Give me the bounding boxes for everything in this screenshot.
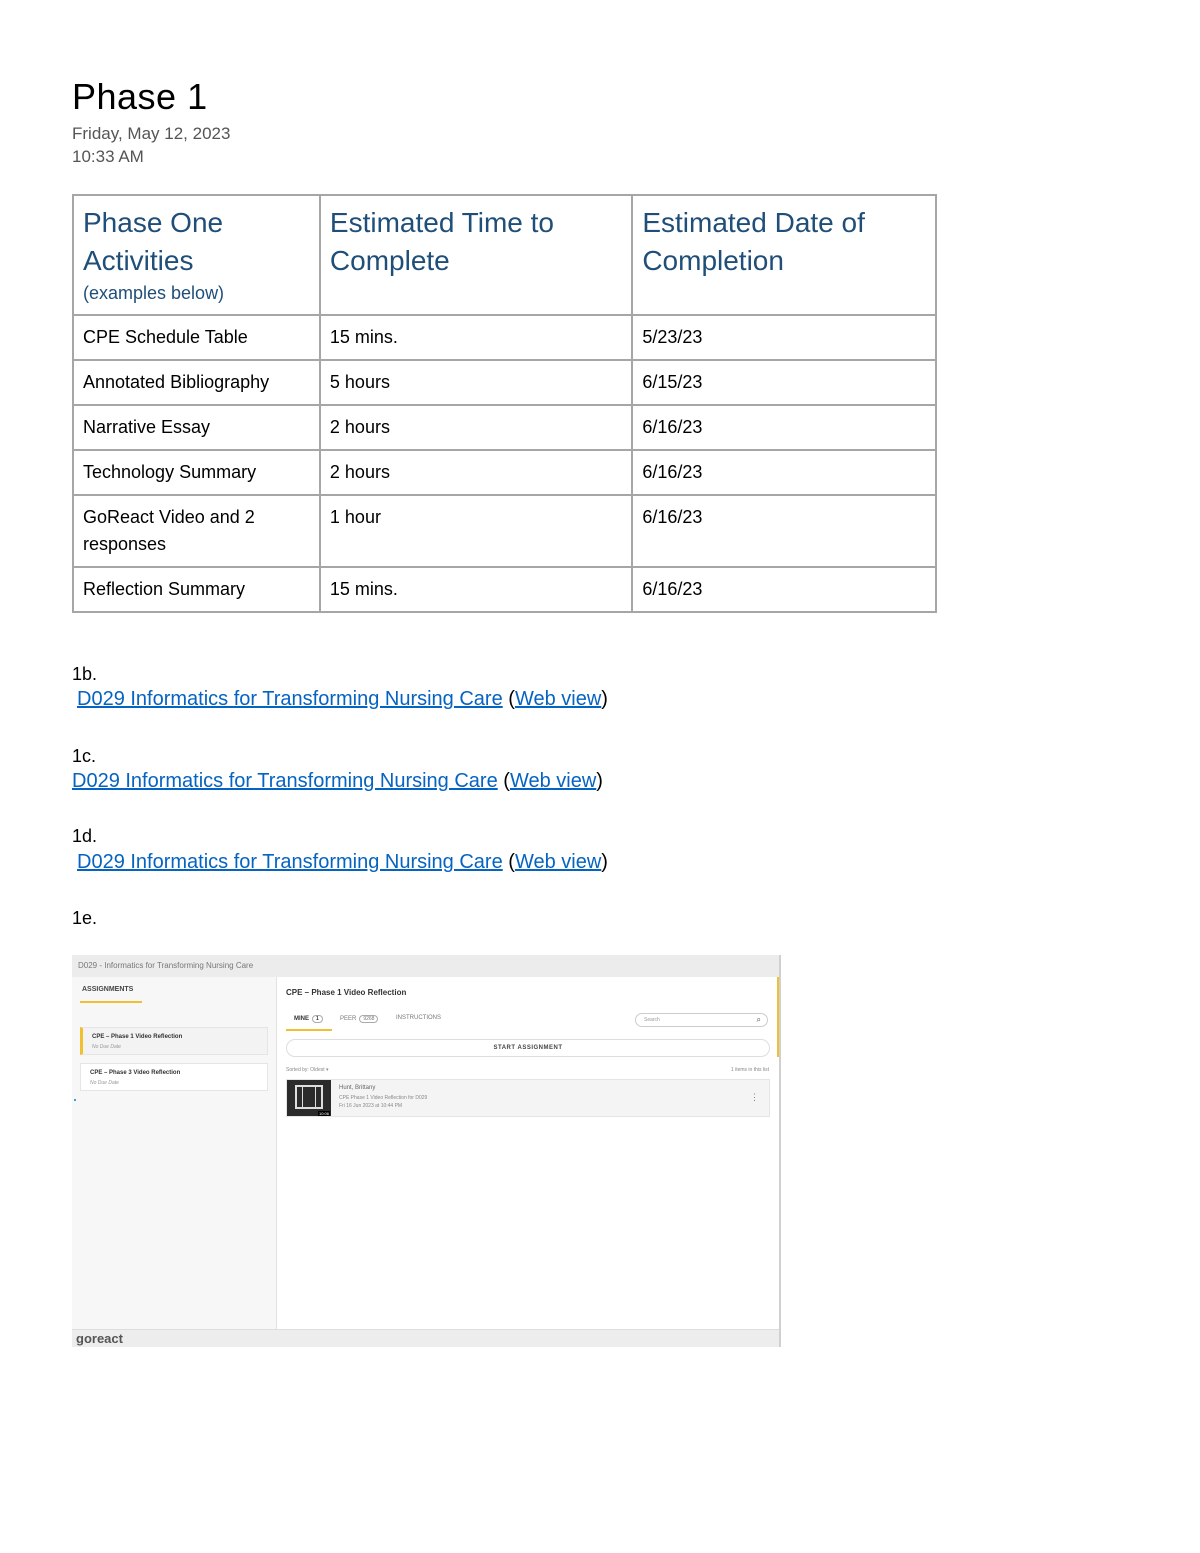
section-1d-open-paren: ( [508, 851, 515, 873]
tab-mine-count: 1 [312, 1015, 323, 1023]
goreact-screenshot [72, 955, 781, 1347]
section-1b-web-view-link[interactable]: Web view [514, 688, 602, 710]
assignment-item[interactable] [80, 1027, 268, 1055]
submitter-name: Hunt, Brittany [339, 1085, 376, 1091]
header-activities-sub: (examples below) [83, 283, 225, 303]
cell-time: 2 hours [320, 405, 632, 450]
cell-date: 6/15/23 [632, 360, 936, 405]
cell-time: 15 mins. [320, 315, 632, 360]
cell-date: 6/16/23 [632, 495, 936, 567]
items-count: 1 items in this list [730, 1067, 769, 1073]
tab-peer[interactable] [340, 1015, 378, 1023]
assignments-tab-underline [80, 1001, 142, 1003]
cell-activity: GoReact Video and 2 responses [73, 495, 320, 567]
video-thumbnail[interactable] [287, 1080, 331, 1116]
tab-mine-underline [286, 1029, 332, 1031]
tab-peer-label: PEER [340, 1016, 357, 1022]
cell-activity: Annotated Bibliography [73, 360, 320, 405]
table-row [73, 360, 936, 405]
assignment-due: No Due Date [90, 1080, 119, 1086]
assignment-title: CPE – Phase 3 Video Reflection [90, 1070, 181, 1076]
header-date: Estimated Date of Completion [632, 195, 936, 315]
section-1e-label: 1e. [72, 908, 98, 928]
section-1c-course-link[interactable]: D029 Informatics for Transforming Nursing Care [72, 770, 498, 792]
cell-date: 6/16/23 [632, 567, 936, 612]
table-row [73, 495, 936, 567]
assignment-title: CPE – Phase 1 Video Reflection [92, 1034, 183, 1040]
cell-activity: CPE Schedule Table [73, 315, 320, 360]
section-1b-links [77, 688, 608, 711]
assignment-item[interactable] [80, 1063, 268, 1091]
screenshot-sidebar [72, 977, 277, 1329]
assignment-heading: CPE – Phase 1 Video Reflection [286, 988, 407, 997]
screenshot-window-title: D029 - Informatics for Transforming Nursing Care [72, 955, 779, 977]
section-1d-course-link[interactable]: D029 Informatics for Transforming Nursing Care [77, 851, 503, 873]
table-row [73, 405, 936, 450]
section-1d-links [77, 851, 608, 874]
tab-mine-label: MINE [294, 1016, 309, 1022]
film-icon [295, 1085, 323, 1109]
header-activities-label: Phase One Activities [83, 207, 224, 276]
cell-date: 6/16/23 [632, 450, 936, 495]
cell-activity: Technology Summary [73, 450, 320, 495]
submission-entry[interactable] [286, 1079, 770, 1117]
section-1b-label: 1b. [72, 664, 98, 684]
accent-strip [777, 977, 779, 1057]
cell-date: 6/16/23 [632, 405, 936, 450]
cell-time: 1 hour [320, 495, 632, 567]
section-1c-close-paren: ) [596, 770, 603, 792]
section-1c-links [72, 770, 603, 793]
submission-datetime: Fri 16 Jun 2023 at 10:44 PM [339, 1103, 403, 1109]
tab-peer-count: 9268 [359, 1015, 378, 1023]
section-1c-web-view-link[interactable]: Web view [509, 770, 597, 792]
tab-instructions[interactable]: INSTRUCTIONS [396, 1015, 441, 1021]
section-1b-open-paren: ( [508, 688, 515, 710]
tab-mine[interactable] [294, 1015, 323, 1023]
section-1c-open-paren: ( [503, 770, 510, 792]
cell-time: 5 hours [320, 360, 632, 405]
cell-activity: Reflection Summary [73, 567, 320, 612]
page-time: 10:33 AM [72, 147, 144, 166]
search-icon: ⌕ [756, 1015, 761, 1024]
cell-time: 2 hours [320, 450, 632, 495]
marker-dot [74, 1099, 76, 1101]
assignment-due: No Due Date [92, 1044, 121, 1050]
page-title: Phase 1 [72, 76, 208, 117]
cell-activity: Narrative Essay [73, 405, 320, 450]
cell-date: 5/23/23 [632, 315, 936, 360]
start-assignment-button[interactable]: START ASSIGNMENT [286, 1039, 770, 1057]
section-1b-close-paren: ) [601, 688, 608, 710]
phase-one-table [72, 194, 937, 613]
header-time: Estimated Time to Complete [320, 195, 632, 315]
cell-time: 15 mins. [320, 567, 632, 612]
submission-subtitle: CPE Phase 1 Video Reflection for D029 [339, 1095, 428, 1101]
section-1b-course-link[interactable]: D029 Informatics for Transforming Nursing Care [77, 688, 503, 710]
section-1d-web-view-link[interactable]: Web view [514, 851, 602, 873]
assignments-tab[interactable]: ASSIGNMENTS [82, 986, 134, 993]
section-1d-label: 1d. [72, 826, 98, 846]
screenshot-footer [72, 1329, 779, 1347]
section-1c-label: 1c. [72, 746, 97, 766]
sort-dropdown[interactable]: Sorted by: Oldest ▾ [286, 1067, 329, 1073]
goreact-logo: goreact [76, 1331, 123, 1346]
more-options-icon[interactable]: ⋮ [750, 1092, 759, 1102]
table-header-row [73, 195, 936, 315]
search-placeholder: Search [644, 1017, 660, 1023]
table-row [73, 567, 936, 612]
header-activities [73, 195, 320, 315]
section-1d-close-paren: ) [601, 851, 608, 873]
page-date: Friday, May 12, 2023 [72, 124, 231, 143]
table-row [73, 315, 936, 360]
table-row [73, 450, 936, 495]
search-input[interactable] [635, 1013, 768, 1027]
video-duration: 10:06 [318, 1111, 329, 1116]
